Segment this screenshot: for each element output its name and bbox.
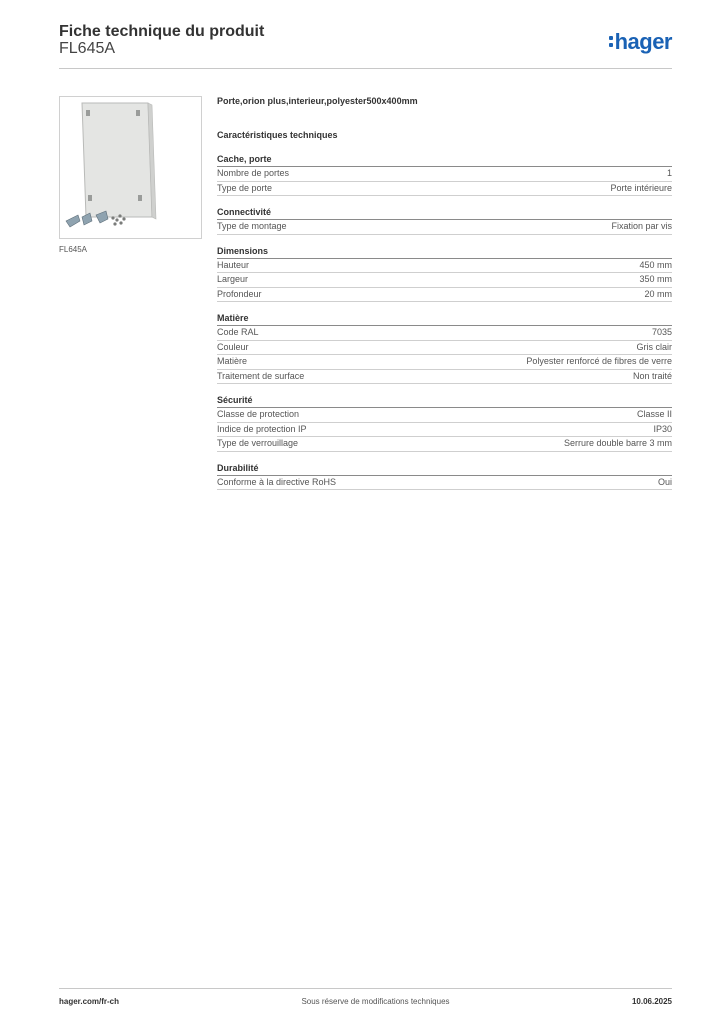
group-title: Cache, porte: [217, 153, 672, 167]
spec-value: 350 mm: [639, 274, 672, 284]
spec-value: Porte intérieure: [610, 182, 672, 193]
spec-value: 20 mm: [644, 288, 672, 299]
spec-row: [217, 182, 672, 197]
spec-content: [217, 95, 672, 500]
specs-heading: Caractéristiques techniques: [217, 130, 338, 140]
spec-group-cache-porte: [217, 153, 672, 196]
group-title: Dimensions: [217, 245, 672, 259]
spec-label: Largeur: [217, 274, 249, 284]
spec-group-connectivite: [217, 206, 672, 235]
spec-group-matiere: [217, 312, 672, 384]
spec-row: [217, 408, 672, 423]
spec-row: [217, 326, 672, 341]
logo-dots-icon: [609, 34, 613, 48]
spec-label: Classe de protection: [217, 409, 300, 419]
disclaimer: Sous réserve de modifications techniques: [301, 997, 450, 1006]
spec-label: Type de montage: [217, 221, 287, 231]
spec-value: Polyester renforcé de fibres de verre: [526, 356, 672, 366]
group-title: Connectivité: [217, 206, 672, 220]
page-header: [59, 20, 672, 70]
spec-row: [217, 220, 672, 235]
spec-label: Code RAL: [217, 327, 259, 337]
spec-row: [217, 288, 672, 303]
product-image: [59, 96, 202, 239]
page-footer: [59, 997, 672, 1006]
page-title: Fiche technique du produit: [59, 23, 265, 40]
header-divider: [59, 68, 672, 69]
spec-row: [217, 423, 672, 438]
brand-logo: [609, 30, 672, 54]
spec-value: 7035: [651, 327, 672, 337]
spec-row: [217, 341, 672, 356]
spec-label: Hauteur: [217, 259, 250, 270]
spec-label: Type de verrouillage: [217, 438, 299, 448]
spec-row: [217, 437, 672, 452]
group-title: Matière: [217, 312, 672, 326]
group-title: Sécurité: [217, 394, 672, 408]
spec-row: [217, 273, 672, 288]
spec-label: Traitement de surface: [217, 370, 305, 381]
document-date: 10.06.2025: [631, 997, 672, 1006]
website-link[interactable]: hager.com/fr-ch: [59, 997, 120, 1006]
spec-value: 1: [666, 168, 672, 178]
footer-divider: [59, 988, 672, 989]
spec-group-durabilite: [217, 462, 672, 491]
spec-row: [217, 259, 672, 274]
product-code: FL645A: [59, 40, 116, 57]
spec-label: Profondeur: [217, 288, 262, 299]
spec-group-dimensions: [217, 245, 672, 303]
spec-label: Nombre de portes: [217, 168, 290, 178]
spec-row: [217, 355, 672, 370]
spec-group-securite: [217, 394, 672, 452]
spec-label: Type de porte: [217, 182, 273, 193]
spec-label: Matière: [217, 356, 248, 366]
spec-value: Fixation par vis: [611, 221, 672, 231]
brand-name: hager: [614, 29, 672, 54]
spec-row: [217, 167, 672, 182]
product-description: Porte,orion plus,interieur,polyester500x400mm: [217, 96, 418, 106]
spec-row: [217, 476, 672, 491]
spec-value: IP30: [653, 423, 672, 434]
product-image-caption: FL645A: [59, 245, 88, 254]
spec-value: Oui: [657, 476, 672, 487]
door-panel-illustration: [60, 97, 201, 238]
spec-value: Classe II: [636, 409, 672, 419]
spec-label: Conforme à la directive RoHS: [217, 476, 337, 487]
spec-label: Couleur: [217, 341, 249, 352]
group-title: Durabilité: [217, 462, 672, 476]
spec-value: Non traité: [632, 370, 672, 381]
spec-row: [217, 370, 672, 385]
spec-label: Indice de protection IP: [217, 423, 307, 434]
spec-value: Serrure double barre 3 mm: [563, 438, 672, 448]
spec-value: 450 mm: [639, 259, 672, 270]
spec-value: Gris clair: [636, 341, 672, 352]
